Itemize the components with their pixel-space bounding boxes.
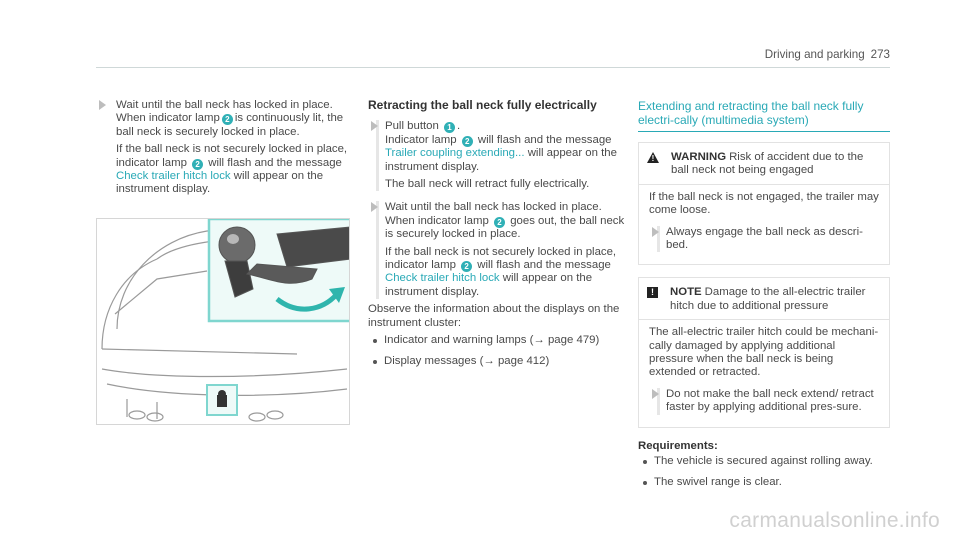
- button-1-icon: 1: [444, 122, 455, 133]
- section-heading-extend-retract: Extending and retracting the ball neck fully electri-cally (multimedia system): [638, 99, 890, 132]
- header-section: Driving and parking: [764, 48, 865, 61]
- right-column: [638, 99, 890, 496]
- note-icon: !: [647, 287, 658, 298]
- indicator-2-icon: 2: [494, 217, 505, 228]
- car-rear-illustration: [97, 219, 350, 425]
- watermark: carmanualsonline.info: [729, 508, 940, 532]
- list-item: The swivel range is clear.: [638, 476, 890, 489]
- warning-label: WARNING: [671, 151, 727, 163]
- step-arrow-icon: [371, 202, 378, 212]
- running-header: [765, 48, 890, 61]
- step-arrow-icon: [652, 389, 659, 399]
- warning-body: If the ball neck is not engaged, the trailer may come loose.: [649, 190, 879, 217]
- step-wait-locked-2: [368, 201, 626, 299]
- step-text: Wait until the ball neck has locked in place. When indicator lamp 2 goes out, the ball neck is securely locked in place.: [385, 201, 625, 241]
- step-arrow-icon: [371, 121, 378, 131]
- warning-text: Risk of accident due to the ball neck not being engaged: [671, 151, 864, 177]
- step-arrow-icon: [652, 227, 659, 237]
- step-text: Wait until the ball neck has locked in place. When indicator lamp 2 is continuously lit, the ball neck is securely locked in place.: [116, 99, 344, 138]
- step-text-retract: The ball neck will retract fully electrically.: [385, 178, 590, 191]
- indicator-2-icon: 2: [222, 114, 233, 125]
- message-check-trailer-hitch-lock: Check trailer hitch lock: [385, 272, 500, 285]
- list-item[interactable]: Indicator and warning lamps (→ page 479): [368, 334, 626, 347]
- message-trailer-coupling-extending: Trailer coupling extending...: [385, 147, 525, 160]
- note-step: [649, 388, 879, 415]
- list-item: The vehicle is secured against rolling away.: [638, 455, 890, 468]
- indicator-2-icon: 2: [462, 136, 473, 147]
- reference-list: [368, 334, 626, 368]
- step-text: Pull button 1 . Indicator lamp 2 will flash and the message Trailer coupling extending... will appear on the instrument display.: [385, 120, 617, 173]
- note-body: The all-electric trailer hitch could be mechani-cally damaged by applying additional pressure when the ball neck is being extended or retracted.: [649, 326, 879, 379]
- step-pull-button: [368, 120, 626, 191]
- step-text-fail: If the ball neck is not securely locked in place, indicator lamp 2 will flash and the message Check trailer hitch lock will appear on the instrument display.: [116, 143, 348, 196]
- step-text: Do not make the ball neck extend/ retract faster by applying additional pres-sure.: [666, 387, 874, 414]
- header-rule: [96, 67, 890, 68]
- step-text-fail: If the ball neck is not securely locked in place, indicator lamp 2 will flash and the message Check trailer hitch lock will appear on the instrument display.: [385, 245, 617, 298]
- indicator-2-icon: 2: [192, 159, 203, 170]
- note-text: Damage to the all-electric trailer hitch due to additional pressure: [670, 286, 866, 312]
- note-box: [638, 277, 890, 427]
- list-item[interactable]: Display messages (→ page 412): [368, 355, 626, 368]
- step-text: Always engage the ball neck as descri-bed.: [666, 225, 863, 252]
- step-wait-locked: [96, 99, 354, 197]
- warning-step: [649, 226, 879, 253]
- figure-trailer-hitch: [96, 218, 350, 425]
- indicator-2-icon: 2: [461, 261, 472, 272]
- left-column: [96, 99, 354, 201]
- warning-icon: !: [647, 152, 659, 163]
- middle-column: [368, 99, 626, 375]
- warning-box: [638, 142, 890, 265]
- message-check-trailer-hitch-lock: Check trailer hitch lock: [116, 170, 231, 183]
- page-number: 273: [870, 48, 890, 61]
- section-heading-retract: Retracting the ball neck fully electrically: [368, 98, 597, 112]
- observe-text: Observe the information about the displays on the instrument cluster:: [368, 303, 620, 329]
- requirements-list: [638, 455, 890, 489]
- note-label: NOTE: [670, 286, 702, 299]
- step-arrow-icon: [99, 100, 106, 110]
- requirements-label: Requirements:: [638, 439, 718, 452]
